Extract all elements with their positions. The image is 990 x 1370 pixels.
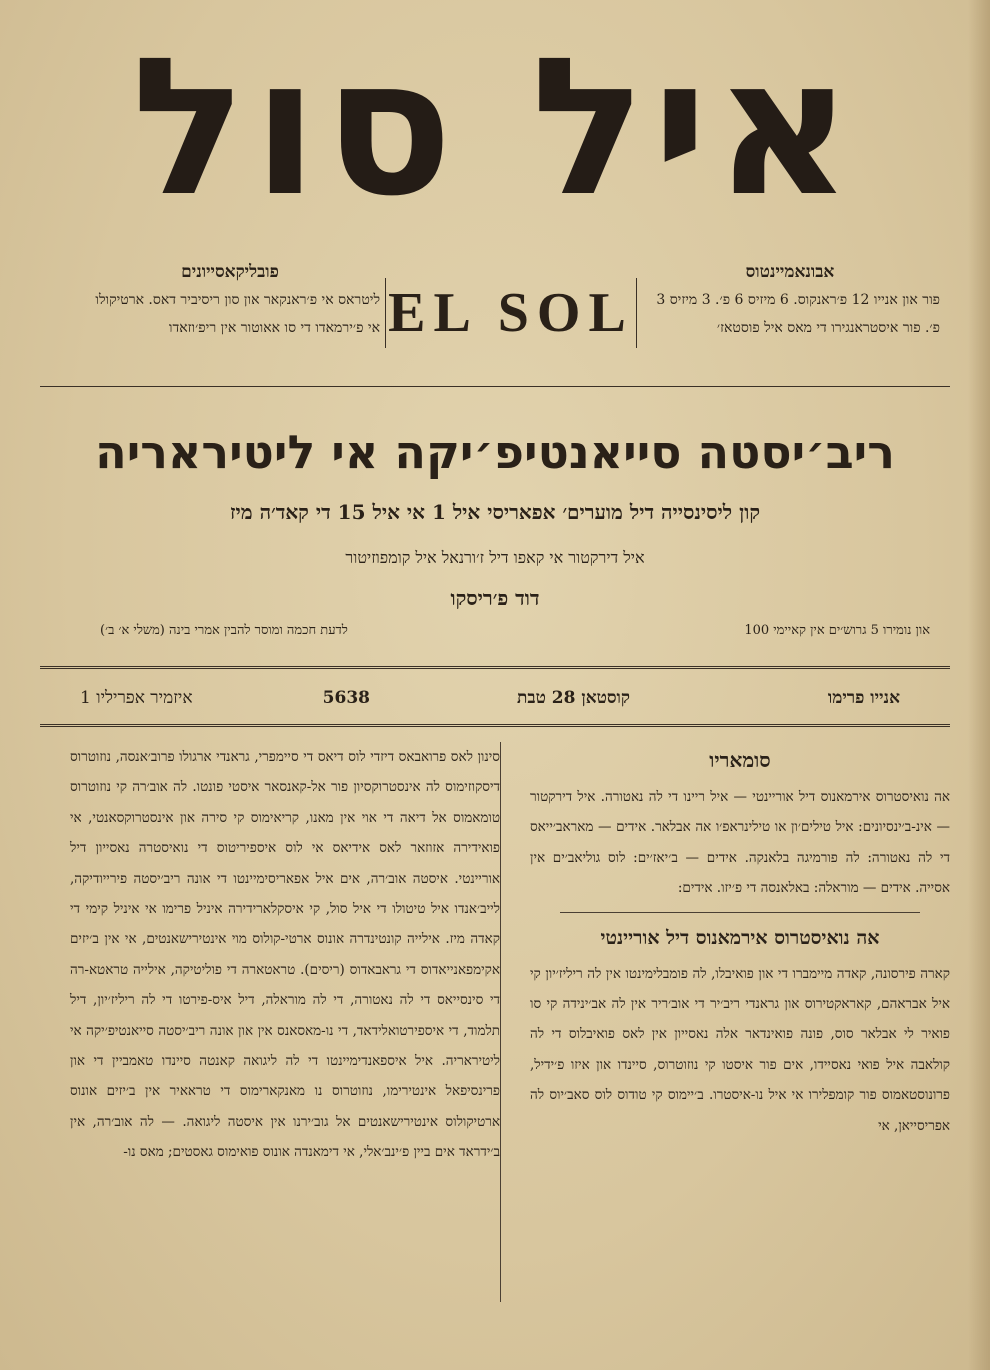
article-text: קארה פירסונה, קאדה מיימברו די און פואיבלו, לה פומבלימינטו אין לה ריליז׳יון קי איל אבראהם, קאראקטירוס און גראנדי ריב׳יר די אוב׳ריר אין לה אב׳ינידה קי סו פואיר לי אבלאר סוס, פונה פואינדאר אלה נאסייון אין לאס פואיבלוס די לה קולאבה איל פואי נאסיידו, אים פור איסטו קי נוזוטרוס, סיינדו און איזו פ׳ידיל, פרונוסטאמוס פור קומפלירו אי איל נו-איסטרו. ב׳יימוס קי טודוס לוס סאב׳יוס לה אפריסייאן, אי <box>530 965 950 1134</box>
latin-title: EL SOL <box>385 278 637 348</box>
editor-line: איל דירקטור אי קאפו דיל ז׳ורנאל איל קומפוזיטור <box>345 548 645 567</box>
publications-heading: פובליקאסייונים <box>181 262 279 282</box>
column-separator <box>500 742 501 1302</box>
subscriptions-box <box>640 258 940 378</box>
dateline-issue: איזמיר אפריליו 1 <box>80 688 193 708</box>
dateline <box>60 678 930 718</box>
dateline-top-rule <box>40 666 950 669</box>
motto: לדעת חכמה ומוסר להבין אמרי בינה (משלי א׳ ב׳) <box>100 623 348 638</box>
right-column <box>530 742 950 1332</box>
summary-rule <box>560 912 920 913</box>
dateline-hebrew-year: 5638 <box>322 688 370 708</box>
price-motto-line <box>60 622 930 646</box>
dateline-bottom-rule <box>40 724 950 727</box>
summary-title: סומאריו <box>709 748 771 772</box>
masthead-title: איל סול <box>131 17 859 238</box>
publication-line: קון ליסינסייה דיל מוערים׳ אפאריסי איל 1 אי איל 15 די קאד׳ה מיז <box>229 500 761 524</box>
page-subtitle: ריב׳יסטה סייאנטיפ׳יקה אי ליטיראריה <box>95 425 895 479</box>
publications-text: ליטראס אי פ׳ראנקאר און סון ריסיביר דאס. ארטיקולו אי פ׳ירמאדו די סו אאוטור אין ריפ׳וזאדו <box>95 292 380 336</box>
summary-text: אה נואיסטרוס אירמאנוס דיל אוריינטי — איל ריינו די לה נאטורה. איל דירקטור — אינ-ב׳ינסיונים: איל טילים׳ון או טילינראפ׳ו אה אבלאר. אידים — מאראב׳ייאס די לה נאטורה: לה פורמיגה בלאנקה. אידים — ב׳יאז׳ים: לוס גוליאב׳ים אין אסייה. אידים — מוראלה: באלאנסה די פ׳יזו. אידים: <box>530 789 950 897</box>
left-column-text: סינון לאס פרואבאס דיזדי לוס דיאס די סיימפרי, גראנדי ארגולו פרוב׳אנסה, נוזוטרוס דיסקוזימוס לה אינסטרוקסיון פור אל-קאנסאר איסטי פונטו. לה אוב׳רה קי נוזוטרוס טומאמוס אל דיאה די אוי אין מאנו, קריאימוס קי סירה און אינסטרוקסאנטי, אי פואידירה אזוזאר לאס אידיאס אי לוס איספיריטוס די נואיסטרה נאסייון דיל אוריינטי. איסטה אוב׳רה, אים איל אפאריסימיינטו די אונה ריב׳יסטה פירייודיקה, לייב׳אנדו איל טיטולו די איל סול, קי איסקלארידירה איניל פרימו אי איניל קימי די קאדה מיז. אילייה קונטינדרה אונוס ארטי-קולוס מוי אינטירישאנטים, אי אין ב׳יזים אקימפאנייאדוס די גראבאדוס (ריסים). טראטארה די פוליטיקה, אילייה טראטא-רה די סינסייאס די לה נאטורה, די לה מוראלה, דיל איס-פירטו די לה ריליז׳יון, דיל תלמוד, די איספירטואלידאד, די נו-מאסאנס אין און אונה ריב׳יסטה סייאנטיפ׳יקה אי ליטיראריה. איל איספאנדימיינטו די לה ליגואה קאנטה סיינדו טאמביין די און פרינסיפאל אינטירימו, נוזוטרוס נו מאנקארימוס די טראאיר אין ב׳יזים אונוס ארטיקולוס אינטירישאנטים אל גוב׳ירנו אין איסטה ליגואה. — לה אוב׳רה, אין ב׳ידראד אים ביין פ׳ינב׳אלי, אי דימאנדה אונוס פואימוס גאסטים; מאס נו- <box>70 749 500 1161</box>
editor-name: דוד פ׳ריסקו <box>450 586 540 610</box>
publications-box <box>80 258 380 378</box>
subscriptions-heading: אבונאמיינטוס <box>745 262 835 282</box>
dateline-year: אנייו פרימו <box>827 688 900 708</box>
left-column <box>70 742 500 1312</box>
article-title: אה נואיסטרוס אירמאנוס דיל אוריינטי <box>600 926 880 949</box>
dateline-place: קוסטאן 28 טבת <box>517 688 630 708</box>
subscriptions-text: פור און אנייו 12 פ׳ראנקוס. 6 מיזיס 6 פ׳. 3 מיזיס 3 פ׳. פור איסטראנגירו די מאס איל פוסטאז׳ <box>656 292 940 336</box>
header-rule <box>40 386 950 387</box>
price-note: און נומירו 5 גרוש׳ים אין קאיימי 100 <box>744 623 930 638</box>
